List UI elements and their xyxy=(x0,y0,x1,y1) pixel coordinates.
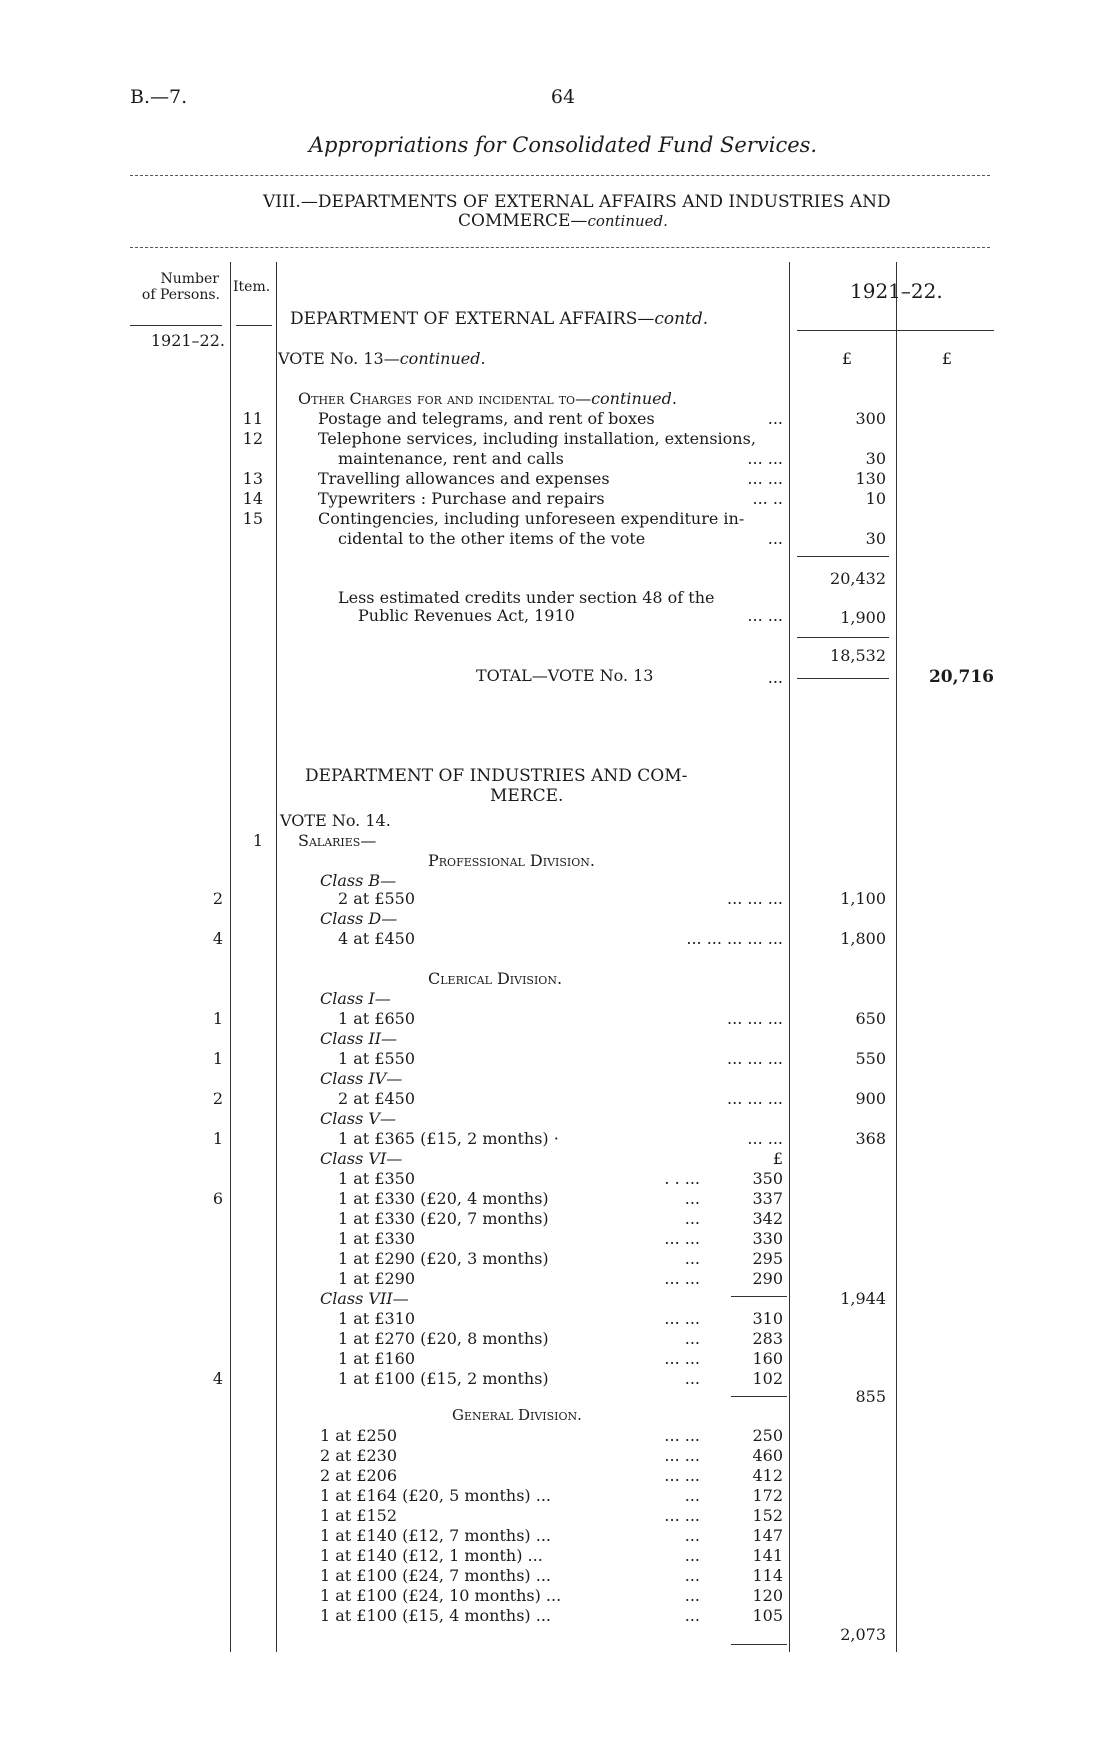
persons-count: 1 xyxy=(212,1049,223,1068)
item-description: Postage and telegrams, and rent of boxes xyxy=(318,409,655,428)
leader-dots: ... xyxy=(684,1546,700,1565)
persons-count: 1 xyxy=(212,1009,223,1028)
leader-dots: ... xyxy=(684,1486,700,1505)
pound-symbol: £ xyxy=(772,1149,783,1168)
item-header-rule xyxy=(236,325,272,326)
persons-column-line xyxy=(230,262,231,1652)
inner-amount: 172 xyxy=(752,1486,783,1505)
leader-dots: . . ... xyxy=(664,1169,700,1188)
amount-header-rule xyxy=(797,330,994,331)
vote-label: VOTE No. 13— xyxy=(278,349,400,368)
total-column-line xyxy=(896,262,897,1652)
inner-amount: 310 xyxy=(752,1309,783,1328)
item-number: 13 xyxy=(242,469,263,488)
net-amount: 18,532 xyxy=(830,646,886,665)
salary-rate: 2 at £206 xyxy=(320,1466,398,1485)
persons-year: 1921–22. xyxy=(150,331,225,350)
inner-amount: 330 xyxy=(752,1229,783,1248)
item-amount: 10 xyxy=(865,489,886,508)
leader-dots: ... xyxy=(767,529,783,548)
charges-suffix: continued. xyxy=(591,389,677,408)
class-label: Class VII— xyxy=(320,1289,409,1308)
salary-rate: 1 at £350 xyxy=(338,1169,416,1188)
persons-count: 4 xyxy=(212,1369,223,1388)
vote-suffix: continued. xyxy=(399,349,486,368)
leader-dots: ... xyxy=(684,1249,700,1268)
heading-suffix: contd. xyxy=(654,309,709,329)
leader-dots: ... xyxy=(684,1209,700,1228)
net-rule xyxy=(797,637,889,638)
salary-rate: 1 at £290 (£20, 3 months) xyxy=(338,1249,549,1268)
vote-14-label: VOTE No. 14. xyxy=(280,811,391,830)
salary-rate: 1 at £650 xyxy=(338,1009,416,1028)
leader-dots: ... xyxy=(767,668,783,687)
class-vii-rule xyxy=(731,1396,787,1397)
item-description: Travelling allowances and expenses xyxy=(318,469,610,488)
persons-header-rule xyxy=(130,325,222,326)
leader-dots: ... ... xyxy=(664,1349,700,1368)
class-label: Class II— xyxy=(320,1029,398,1048)
salary-rate: 1 at £100 (£15, 4 months) ... xyxy=(320,1606,551,1625)
section-title-suffix: continued. xyxy=(587,212,668,230)
salary-amount: 550 xyxy=(855,1049,886,1068)
inner-amount: 152 xyxy=(752,1506,783,1525)
persons-count: 6 xyxy=(212,1189,223,1208)
leader-dots: ... xyxy=(684,1566,700,1585)
leader-dots: ... xyxy=(684,1369,700,1388)
leader-dots: ... xyxy=(684,1189,700,1208)
industries-heading: DEPARTMENT OF INDUSTRIES AND COM- xyxy=(305,766,688,786)
salary-rate: 1 at £330 (£20, 7 months) xyxy=(338,1209,549,1228)
salary-rate: 1 at £250 xyxy=(320,1426,398,1445)
salary-rate: 1 at £310 xyxy=(338,1309,416,1328)
inner-amount: 102 xyxy=(752,1369,783,1388)
leader-dots: ... ... ... xyxy=(727,889,783,908)
section-title: VIII.—DEPARTMENTS OF EXTERNAL AFFAIRS AND INDUSTRIES AND xyxy=(263,192,891,212)
salary-rate: 1 at £140 (£12, 1 month) ... xyxy=(320,1546,543,1565)
general-rule xyxy=(731,1644,787,1645)
pound-symbol: £ xyxy=(941,349,952,368)
salary-rate: 1 at £290 xyxy=(338,1269,416,1288)
leader-dots: ... ... ... ... ... xyxy=(686,929,783,948)
inner-amount: 412 xyxy=(752,1466,783,1485)
less-credits-text-cont: Public Revenues Act, 1910 xyxy=(358,606,575,625)
section-title-line2: COMMERCE— xyxy=(458,211,588,231)
item-amount: 30 xyxy=(865,529,886,548)
inner-amount: 337 xyxy=(752,1189,783,1208)
item-number: 15 xyxy=(242,509,263,528)
professional-division-heading: Professional Division. xyxy=(428,851,596,870)
leader-dots: ... ... xyxy=(664,1229,700,1248)
inner-amount: 350 xyxy=(752,1169,783,1188)
salary-rate: 1 at £164 (£20, 5 months) ... xyxy=(320,1486,551,1505)
inner-amount: 283 xyxy=(752,1329,783,1348)
salary-amount: 1,800 xyxy=(840,929,886,948)
page-number: 64 xyxy=(550,86,576,108)
vote-13-total-label: TOTAL—VOTE No. 13 xyxy=(476,666,654,685)
salary-rate: 1 at £270 (£20, 8 months) xyxy=(338,1329,549,1348)
salary-rate: 2 at £230 xyxy=(320,1446,398,1465)
inner-amount: 342 xyxy=(752,1209,783,1228)
item-number: 14 xyxy=(242,489,263,508)
leader-dots: ... xyxy=(684,1586,700,1605)
item-number: 1 xyxy=(252,831,263,850)
leader-dots: ... ... ... xyxy=(727,1089,783,1108)
leader-dots: ... ... xyxy=(664,1269,700,1288)
general-total: 2,073 xyxy=(840,1625,886,1644)
leader-dots: ... xyxy=(684,1606,700,1625)
vote-13-label xyxy=(278,350,486,368)
leader-dots: ... ... xyxy=(664,1506,700,1525)
less-credits-text: Less estimated credits under section 48 of the xyxy=(338,588,715,607)
persons-header: of Persons. xyxy=(141,287,220,303)
salaries-heading: Salaries— xyxy=(298,831,377,850)
inner-amount: 114 xyxy=(752,1566,783,1585)
salary-amount: 368 xyxy=(855,1129,886,1148)
item-description-cont: maintenance, rent and calls xyxy=(338,449,564,468)
item-description-cont: cidental to the other items of the vote xyxy=(338,529,646,548)
subtotal-rule xyxy=(797,556,889,557)
leader-dots: ... xyxy=(767,409,783,428)
class-label: Class I— xyxy=(320,989,391,1008)
salary-amount: 1,100 xyxy=(840,889,886,908)
less-credits-amount: 1,900 xyxy=(840,608,886,627)
page-reference: B.—7. xyxy=(130,86,188,108)
page-title: Appropriations for Consolidated Fund Services. xyxy=(308,133,818,157)
salary-rate: 1 at £330 (£20, 4 months) xyxy=(338,1189,549,1208)
header-rule xyxy=(130,247,990,248)
persons-count: 2 xyxy=(212,1089,223,1108)
class-label: Class B— xyxy=(320,871,397,890)
salary-rate: 1 at £550 xyxy=(338,1049,416,1068)
inner-amount: 290 xyxy=(752,1269,783,1288)
inner-amount: 160 xyxy=(752,1349,783,1368)
section-title-continued xyxy=(263,212,863,230)
salary-rate: 1 at £100 (£24, 10 months) ... xyxy=(320,1586,562,1605)
leader-dots: ... ... xyxy=(747,1129,783,1148)
salary-rate: 1 at £100 (£15, 2 months) xyxy=(338,1369,549,1388)
class-vii-total: 855 xyxy=(855,1387,886,1406)
leader-dots: ... ... xyxy=(664,1446,700,1465)
item-number: 12 xyxy=(242,429,263,448)
clerical-division-heading: Clerical Division. xyxy=(428,969,563,988)
leader-dots: ... xyxy=(684,1526,700,1545)
item-amount: 300 xyxy=(855,409,886,428)
item-description: Typewriters : Purchase and repairs xyxy=(318,489,605,508)
inner-amount: 141 xyxy=(752,1546,783,1565)
item-amount: 30 xyxy=(865,449,886,468)
persons-count: 2 xyxy=(212,889,223,908)
salary-rate: 1 at £140 (£12, 7 months) ... xyxy=(320,1526,551,1545)
salary-amount: 650 xyxy=(855,1009,886,1028)
leader-dots: ... .. xyxy=(752,489,783,508)
leader-dots: ... ... xyxy=(664,1426,700,1445)
salary-rate: 2 at £450 xyxy=(338,1089,416,1108)
item-amount: 130 xyxy=(855,469,886,488)
class-label: Class IV— xyxy=(320,1069,403,1088)
salary-rate: 1 at £100 (£24, 7 months) ... xyxy=(320,1566,551,1585)
class-vi-total: 1,944 xyxy=(840,1289,886,1308)
leader-dots: ... ... xyxy=(664,1309,700,1328)
inner-amount: 120 xyxy=(752,1586,783,1605)
charges-heading: Other Charges for and incidental to— xyxy=(298,389,592,408)
class-label: Class D— xyxy=(320,909,398,928)
salary-rate: 1 at £152 xyxy=(320,1506,398,1525)
leader-dots: ... ... xyxy=(664,1466,700,1485)
industries-heading-cont: MERCE. xyxy=(490,786,564,806)
inner-amount: 105 xyxy=(752,1606,783,1625)
title-rule xyxy=(130,175,990,176)
leader-dots: ... xyxy=(684,1329,700,1348)
item-column-line xyxy=(276,262,277,1652)
vote-13-total-amount: 20,716 xyxy=(928,667,994,687)
leader-dots: ... ... ... xyxy=(727,1049,783,1068)
leader-dots: ... ... xyxy=(747,606,783,625)
salary-rate: 1 at £365 (£15, 2 months) · xyxy=(338,1129,559,1148)
heading-text: DEPARTMENT OF EXTERNAL AFFAIRS— xyxy=(290,309,655,329)
class-vi-rule xyxy=(731,1296,787,1297)
inner-amount: 295 xyxy=(752,1249,783,1268)
other-charges-heading xyxy=(298,390,677,408)
year-header: 1921–22. xyxy=(850,279,943,303)
amount-column-line xyxy=(789,262,790,1652)
inner-amount: 147 xyxy=(752,1526,783,1545)
pound-symbol: £ xyxy=(841,349,852,368)
item-number: 11 xyxy=(242,409,263,428)
external-affairs-heading xyxy=(290,310,708,328)
salary-rate: 4 at £450 xyxy=(338,929,416,948)
inner-amount: 460 xyxy=(752,1446,783,1465)
leader-dots: ... ... xyxy=(747,469,783,488)
leader-dots: ... ... xyxy=(747,449,783,468)
leader-dots: ... ... ... xyxy=(727,1009,783,1028)
persons-count: 1 xyxy=(212,1129,223,1148)
item-header: Item. xyxy=(233,279,271,295)
item-description: Contingencies, including unforeseen expenditure in- xyxy=(318,509,745,528)
salary-rate: 1 at £160 xyxy=(338,1349,416,1368)
general-division-heading: General Division. xyxy=(452,1406,582,1424)
inner-amount: 250 xyxy=(752,1426,783,1445)
item-description: Telephone services, including installation, extensions, xyxy=(318,429,756,448)
class-label: Class V— xyxy=(320,1109,396,1128)
class-label: Class VI— xyxy=(320,1149,403,1168)
salary-amount: 900 xyxy=(855,1089,886,1108)
net-underline xyxy=(797,678,889,679)
subtotal-amount: 20,432 xyxy=(830,569,886,588)
number-header: Number xyxy=(160,271,219,287)
salary-rate: 2 at £550 xyxy=(338,889,416,908)
persons-count: 4 xyxy=(212,929,223,948)
salary-rate: 1 at £330 xyxy=(338,1229,416,1248)
